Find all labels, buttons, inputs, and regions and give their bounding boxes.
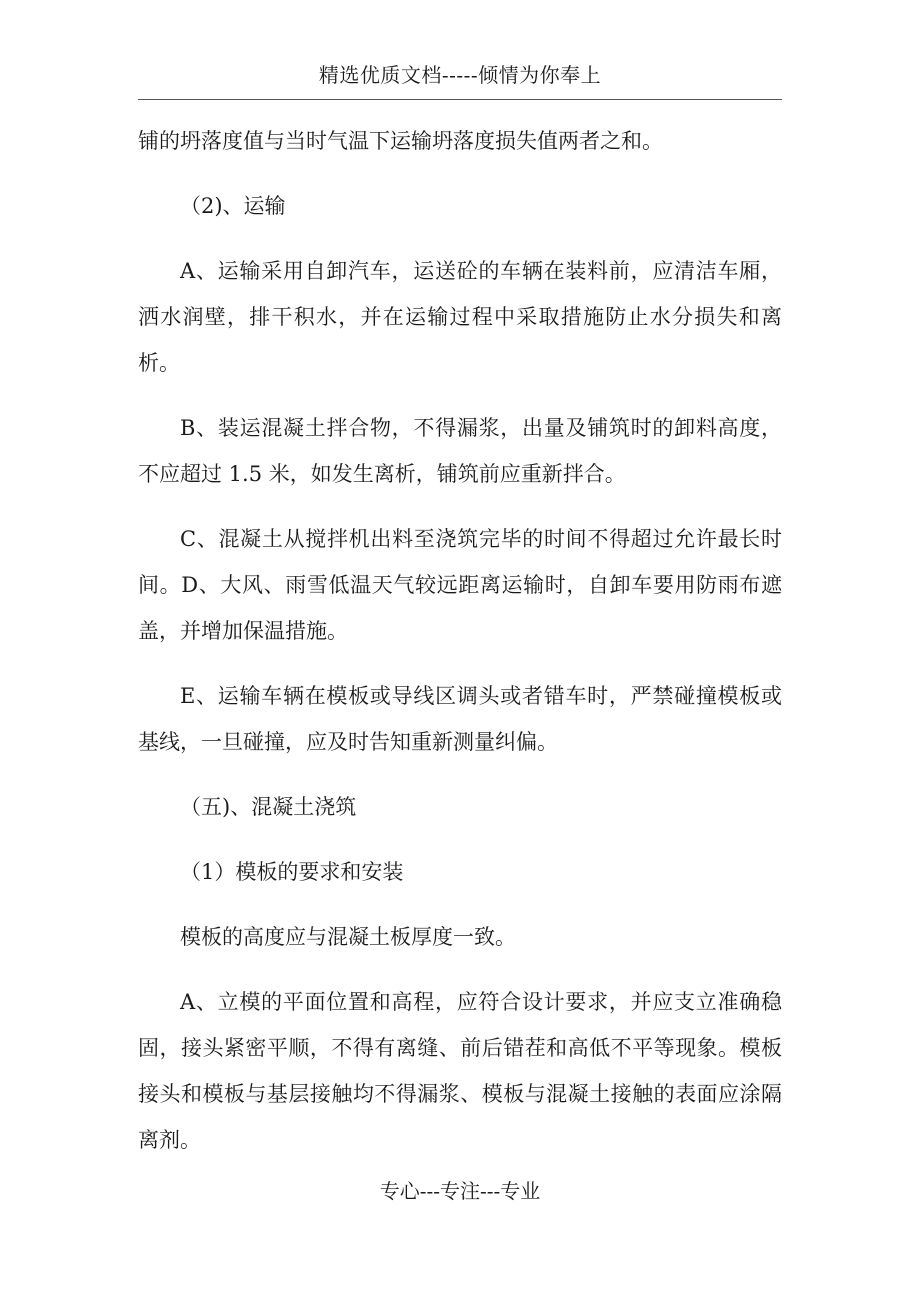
paragraph-item-c-d: C、混凝土从搅拌机出料至浇筑完毕的时间不得超过允许最长时间。D、大风、雨雪低温天气较远距离运输时，自卸车要用防雨布遮盖，并增加保温措施。 (138, 527, 782, 643)
page-footer: 专心---专注---专业 (379, 1179, 541, 1203)
paragraph-item-b: B、装运混凝土拌合物，不得漏浆，出量及铺筑时的卸料高度，不应超过 1.5 米，如发生离析，铺筑前应重新拌合。 (138, 416, 782, 486)
document-body (138, 118, 782, 1163)
page-header: 精选优质文档-----倾情为你奉上 (318, 63, 602, 87)
section-heading-transport: （2)、运输 (180, 194, 286, 218)
paragraph-formwork-item-a: A、立模的平面位置和高程，应符合设计要求，并应支立准确稳固，接头紧密平顺，不得有离缝、前后错茬和高低不平等现象。模板接头和模板与基层接触均不得漏浆、模板与混凝土接触的表面应涂隔离剂。 (138, 990, 782, 1152)
header-divider (138, 99, 782, 100)
section-heading-concrete-pouring: （五)、混凝土浇筑 (180, 795, 357, 819)
subsection-heading-formwork: （1）模板的要求和安装 (180, 860, 404, 884)
paragraph-item-a: A、运输采用自卸汽车，运送砼的车辆在装料前，应清洁车厢，洒水润壁，排干积水，并在运输过程中采取措施防止水分损失和离析。 (138, 259, 782, 375)
paragraph-formwork-height: 模板的高度应与混凝土板厚度一致。 (180, 925, 516, 949)
paragraph-item-e: E、运输车辆在模板或导线区调头或者错车时，严禁碰撞模板或基线，一旦碰撞，应及时告知重新测量纠偏。 (138, 684, 782, 754)
paragraph-continuation: 铺的坍落度值与当时气温下运输坍落度损失值两者之和。 (138, 129, 663, 153)
